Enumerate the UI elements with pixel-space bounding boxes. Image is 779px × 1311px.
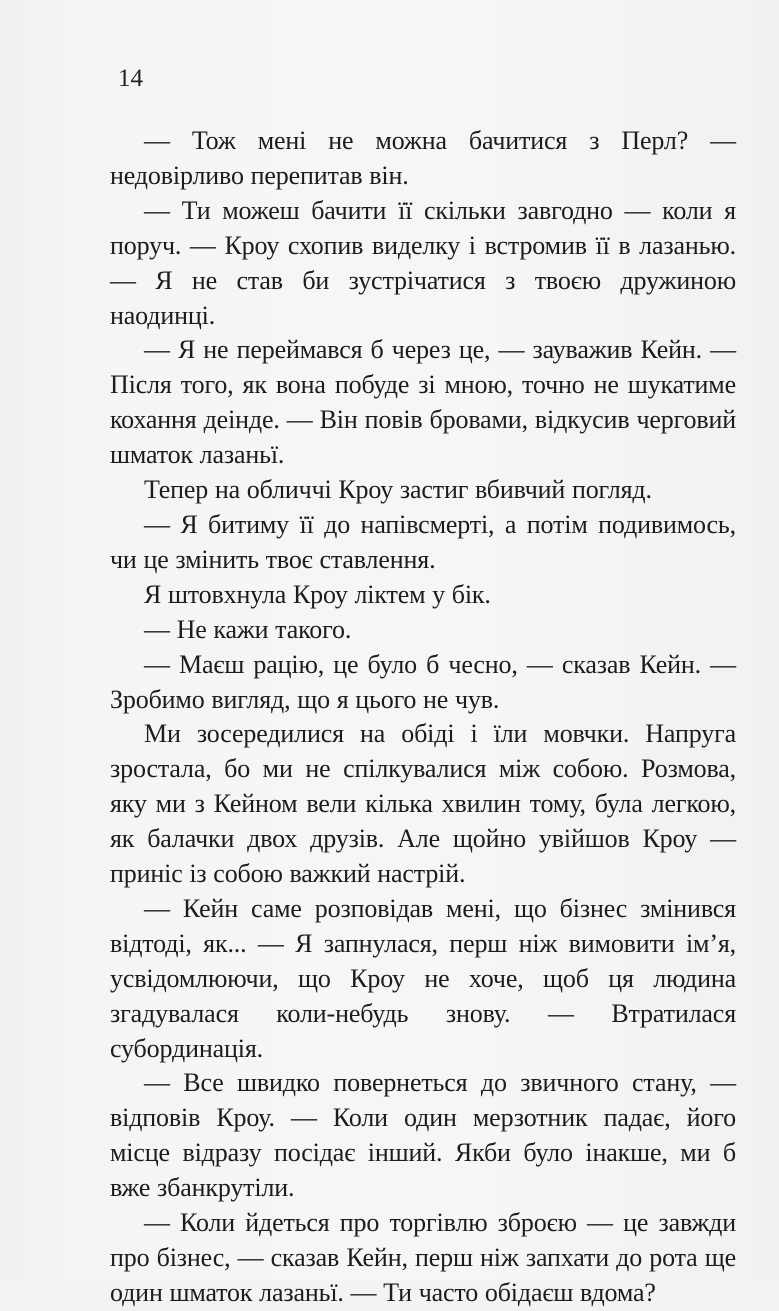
paragraph: — Не кажи такого.: [144, 614, 352, 644]
paragraph: — Я не переймався б через це, — зауважив Кейн. — Після того, як вона побуде зі мною, точно не шукатиме кохання деінде. — Він повів бровами, відкусив черговий шматок лазаньї.: [110, 335, 736, 470]
paragraph: — Тож мені не можна бачитися з Перл? — недовірливо перепитав він.: [110, 126, 736, 190]
paragraph: — Все швидко повернеться до звичного стану, — відповів Кроу. — Коли один мерзотник падає, його місце відразу посідає інший. Якби було інакше, ми б вже збанкрутіли.: [110, 1068, 736, 1203]
body-text: [110, 124, 736, 1311]
paragraph: — Маєш рацію, це було б чесно, — сказав Кейн. — Зробимо вигляд, що я цього не чув.: [110, 649, 736, 714]
page-number: 14: [118, 65, 143, 92]
paragraph: Я штовхнула Кроу ліктем у бік.: [144, 579, 491, 609]
paragraph: — Коли йдеться про торгівлю зброєю — це завжди про бізнес, — сказав Кейн, перш ніж запхати до рота ще один шматок лазаньї. — Ти часто обідаєш вдома?: [110, 1208, 736, 1307]
paragraph: — Я битиму її до напівсмерті, а потім подивимось, чи це змінить твоє ставлення.: [110, 509, 736, 574]
paragraph: Ми зосередилися на обіді і їли мовчки. Напруга зростала, бо ми не спілкувалися між собою. Розмова, яку ми з Кейном вели кілька хвилин тому, була легкою, як балачки двох друзів. Але щойно увійшов Кроу — приніс із собою важкий настрій.: [110, 719, 736, 889]
paragraph: Тепер на обличчі Кроу застиг вбивчий погляд.: [144, 475, 652, 505]
paragraph: — Ти можеш бачити її скільки завгодно — коли я поруч. — Кроу схопив виделку і встромив її в лазанью. — Я не став би зустрічатися з твоєю дружиною наодинці.: [110, 195, 736, 330]
paragraph: — Кейн саме розповідав мені, що бізнес змінився відтоді, як... — Я запнулася, перш ніж вимовити ім’я, усвідомлюючи, що Кроу не хоче, щоб ця людина згадувалася коли-небудь знову. — Втратилася субординація.: [110, 893, 736, 1063]
